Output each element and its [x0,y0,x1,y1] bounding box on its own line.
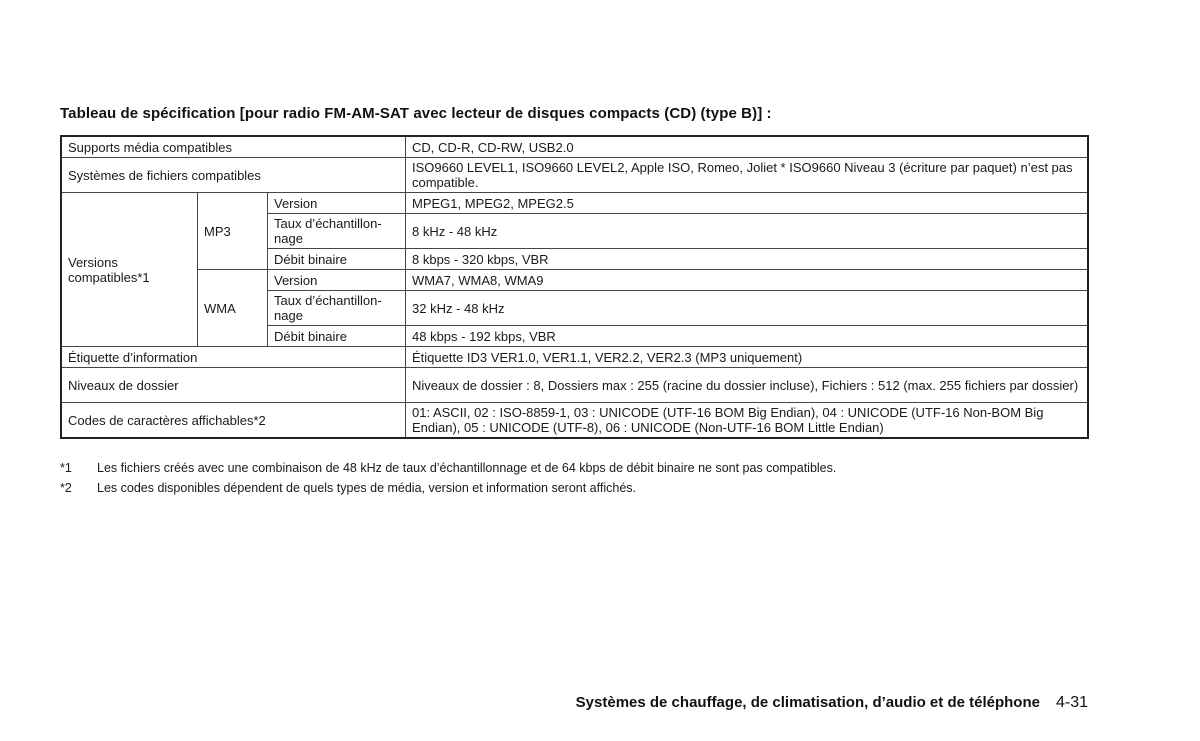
table-row [61,136,1088,158]
table-row [61,158,1088,193]
footnote [60,478,836,498]
footnote-text: Les codes disponibles dépendent de quels types de média, version et information seront affichés. [97,481,636,495]
table-row [61,270,1088,291]
info-tag-label: Étiquette d’information [61,347,406,368]
table-row [61,403,1088,439]
table-row [61,368,1088,403]
footnote [60,458,836,478]
wma-bitrate-value: 48 kbps - 192 kbps, VBR [406,326,1089,347]
mp3-bitrate-value: 8 kbps - 320 kbps, VBR [406,249,1089,270]
versions-label: Versions compatibles*1 [61,193,198,347]
section-title: Systèmes de chauffage, de climatisation, d’audio et de téléphone [575,694,1040,711]
page-number: 4-31 [1055,694,1088,711]
spec-table [60,135,1089,439]
filesystems-value: ISO9660 LEVEL1, ISO9660 LEVEL2, Apple ISO, Romeo, Joliet * ISO9660 Niveau 3 (écriture par paquet) n’est pas compatible. [406,158,1089,193]
footnote-mark: *1 [60,461,72,475]
footnote-mark: *2 [60,481,72,495]
page-footer [576,694,1088,712]
folder-levels-label: Niveaux de dossier [61,368,406,403]
mp3-bitrate-label: Débit binaire [268,249,406,270]
supports-label: Supports média compatibles [61,136,406,158]
footnotes [60,458,836,498]
wma-version-value: WMA7, WMA8, WMA9 [406,270,1089,291]
mp3-rate-label: Taux d’échantillon-nage [268,214,406,249]
info-tag-value: Étiquette ID3 VER1.0, VER1.1, VER2.2, VER2.3 (MP3 uniquement) [406,347,1089,368]
filesystems-label: Systèmes de fichiers compatibles [61,158,406,193]
table-title: Tableau de spécification [pour radio FM-AM-SAT avec lecteur de disques compacts (CD) (type B)] : [60,105,772,122]
folder-levels-value: Niveaux de dossier : 8, Dossiers max : 255 (racine du dossier incluse), Fichiers : 512 (max. 255 fichiers par dossier) [406,368,1089,403]
mp3-label: MP3 [198,193,268,270]
char-codes-value: 01: ASCII, 02 : ISO-8859-1, 03 : UNICODE (UTF-16 BOM Big Endian), 04 : UNICODE (UTF-16 Non-BOM Big Endian), 05 : UNICODE (UTF-8), 06 : UNICODE (Non-UTF-16 BOM Little Endian) [406,403,1089,439]
supports-value: CD, CD-R, CD-RW, USB2.0 [406,136,1089,158]
wma-rate-label: Taux d’échantillon-nage [268,291,406,326]
char-codes-label: Codes de caractères affichables*2 [61,403,406,439]
wma-version-label: Version [268,270,406,291]
wma-bitrate-label: Débit binaire [268,326,406,347]
table-row [61,193,1088,214]
mp3-version-label: Version [268,193,406,214]
wma-label: WMA [198,270,268,347]
wma-rate-value: 32 kHz - 48 kHz [406,291,1089,326]
table-row [61,347,1088,368]
mp3-rate-value: 8 kHz - 48 kHz [406,214,1089,249]
mp3-version-value: MPEG1, MPEG2, MPEG2.5 [406,193,1089,214]
footnote-text: Les fichiers créés avec une combinaison de 48 kHz de taux d’échantillonnage et de 64 kbps de débit binaire ne sont pas compatibles. [97,461,837,475]
